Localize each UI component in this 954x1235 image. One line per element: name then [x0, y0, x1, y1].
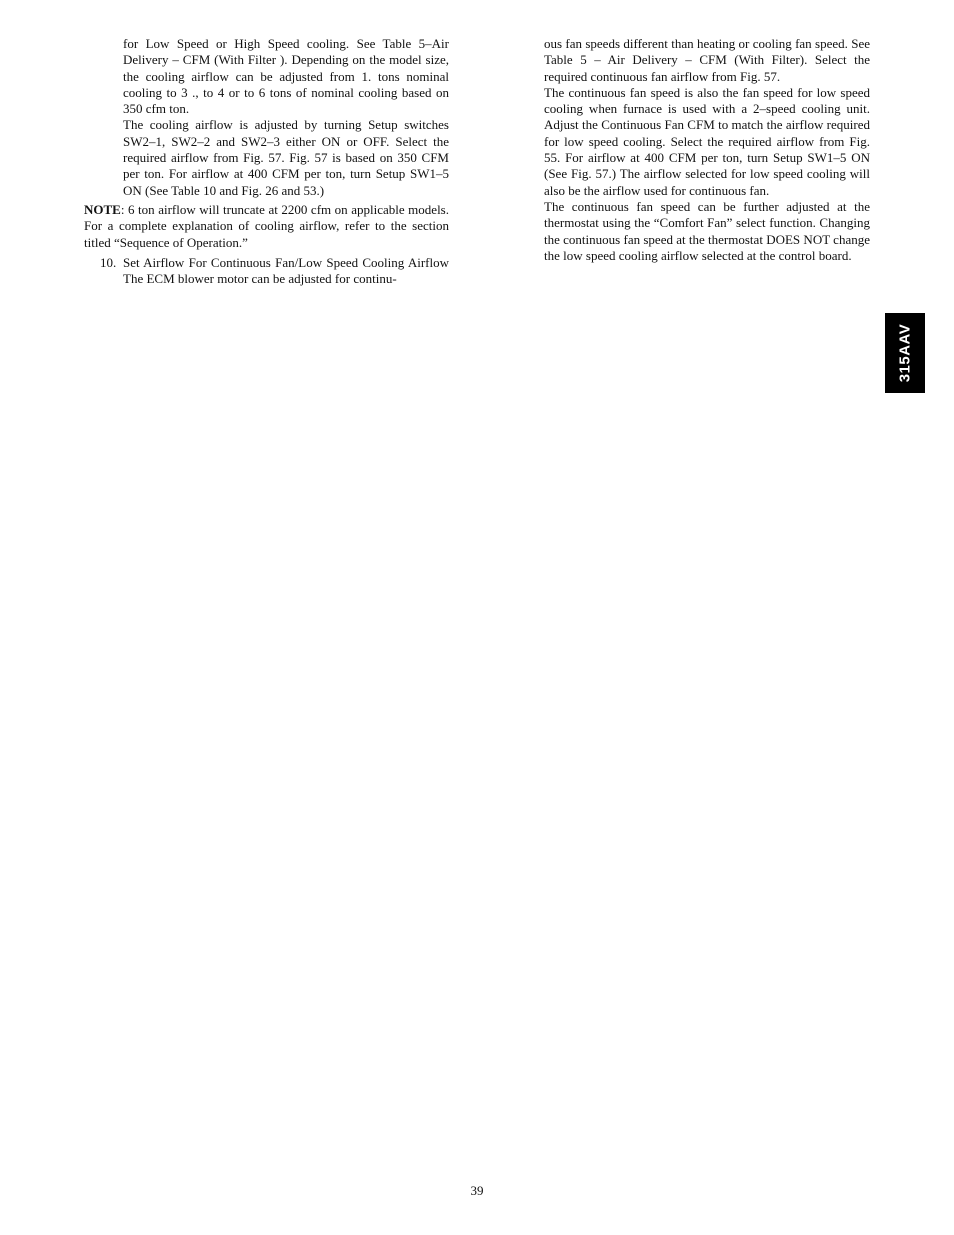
- left-column: [84, 36, 449, 287]
- model-side-tab-label: 315AAV: [896, 323, 914, 383]
- list-item-text: Set Airflow For Continuous Fan/Low Speed Cooling Airflow The ECM blower motor can be adjusted for continu-: [123, 254, 449, 287]
- right-paragraph-3: The continuous fan speed can be further adjusted at the thermostat using the “Comfort Fan” select function. Changing the continuous fan speed at the thermostat DOES NOT change the low speed cooling airflow selected at the control board.: [544, 198, 870, 263]
- continued-paragraph-2: The cooling airflow is adjusted by turning Setup switches SW2–1, SW2–2 and SW2–3 either ON or OFF. Select the required airflow from Fig. 57. Fig. 57 is based on 350 CFM per ton. For airflow at 400 CFM per ton, turn Setup SW1–5 ON (See Table 10 and Fig. 26 and 53.): [123, 117, 449, 198]
- list-item-10: [84, 255, 449, 288]
- note-paragraph: [84, 202, 449, 251]
- note-label: NOTE: [84, 201, 121, 217]
- continued-paragraph-1: for Low Speed or High Speed cooling. See Table 5–Air Delivery – CFM (With Filter ). Depending on the model size, the cooling airflow can be adjusted from 1. tons nominal cooling to 3 ., to 4 or to 6 tons of nominal cooling based on 350 cfm ton.: [123, 36, 449, 117]
- page-number: 39: [470, 1183, 484, 1198]
- note-text: : 6 ton airflow will truncate at 2200 cfm on applicable models. For a complete explanation of cooling airflow, refer to the section titled “Sequence of Operation.”: [84, 201, 449, 250]
- right-column: [544, 36, 870, 264]
- list-item-number: 10.: [100, 254, 117, 270]
- right-paragraph-1: ous fan speeds different than heating or cooling fan speed. See Table 5 – Air Delivery – CFM (With Filter). Select the required continuous fan airflow from Fig. 57.: [544, 36, 870, 84]
- model-side-tab: [885, 313, 925, 393]
- right-paragraph-2: The continuous fan speed is also the fan speed for low speed cooling when furnace is used with a 2–speed cooling unit. Adjust the Continuous Fan CFM to match the airflow required for low speed cooling. Select the required airflow from Fig. 55. For airflow at 400 CFM per ton, turn Setup SW1–5 ON (See Fig. 57.) The airflow selected for low speed cooling will also be the airflow used for continuous fan.: [544, 84, 870, 198]
